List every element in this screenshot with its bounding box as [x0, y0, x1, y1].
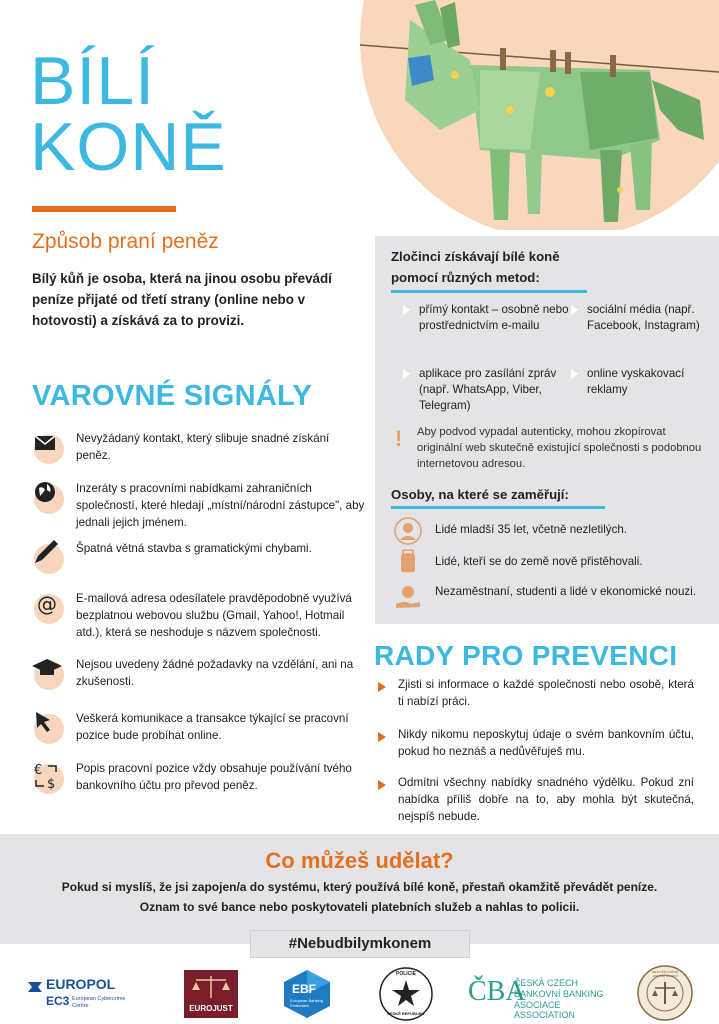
prevention-tip: Zjisti si informace o každé společnosti nebo osobě, která ti nabízí práci. [398, 678, 694, 708]
europol-ec3: EC3 [46, 994, 70, 1008]
young-person-icon [393, 516, 423, 546]
hero-illustration [360, 0, 719, 230]
arrow-icon [403, 305, 410, 315]
action-line-2: Oznam to své bance nebo poskytovateli platebních služeb a nahlas to policii. [139, 900, 580, 914]
currency-exchange-icon [30, 758, 64, 792]
graduation-cap-icon [30, 654, 64, 688]
svg-text:$: $ [47, 777, 56, 792]
signal-text: Veškerá komunikace a transakce týkající se pracovní pozice bude probíhat online. [76, 712, 349, 742]
signal-text: Popis pracovní pozice vždy obsahuje používání tvého bankovního účtu pro převod peněz. [76, 762, 352, 792]
methods-title-line-2: pomocí různých metod: [391, 270, 540, 285]
signal-text: Inzeráty s pracovními nabídkami zahraničních společností, které hledají „místní/národní zástupce", aby jednali jejich jménem. [76, 482, 365, 529]
method-text: sociální média (např. Facebook, Instagram) [587, 303, 700, 332]
arrow-icon [571, 305, 578, 315]
title-line-2: KONĚ [30, 109, 227, 185]
page-title [30, 43, 227, 185]
ebf-name: EBF [292, 982, 316, 996]
europol-logo [26, 974, 146, 1014]
exclamation-icon: ! [395, 426, 403, 451]
title-line-1: BÍLÍ [30, 43, 155, 119]
cba-line-3: ASOCIACE ASSOCIATION [514, 1000, 575, 1020]
policie-top: POLICIE [395, 971, 416, 977]
eurojust-name: EUROJUST [189, 1004, 233, 1013]
warning-signals-title: VAROVNÉ SIGNÁLY [32, 380, 313, 412]
hashtag: #Nebudbilymkonem [250, 930, 470, 958]
intro-text: Bílý kůň je osoba, která na jinou osobu převádí peníze přijaté od třetí strany (online nebo v hotovosti) a získává za to provizi. [32, 271, 332, 328]
prevention-tip: Nikdy nikomu neposkytuj údaje o svém bankovním účtu, pokud ho neznáš a nedůvěřuješ mu. [398, 728, 694, 758]
cba-mark: ČBA [468, 976, 526, 1007]
europol-ec3-sub: European Cybercrime Centre [72, 996, 126, 1009]
methods-title-line-1: Zločinci získávají bílé koně [391, 249, 560, 264]
signal-text: E-mailová adresa odesílatele pravděpodobně využívá bezplatnou webovou službu (Gmail, Yahoo!, Hotmail atd.), která se neshoduje s názvem společnosti. [76, 592, 352, 639]
envelope-icon [30, 428, 64, 462]
target-text: Lidé mladší 35 let, včetně nezletilých. [435, 523, 628, 536]
method-item [419, 302, 569, 334]
signal-text: Nevyžádaný kontakt, který slibuje snadné získání peněz. [76, 432, 330, 462]
method-item [419, 366, 569, 414]
policie-bottom: ČESKÉ REPUBLIKY [386, 1011, 425, 1016]
targets-underline [391, 506, 605, 509]
target-text: Lidé, kteří se do země nově přistěhovali. [435, 555, 643, 568]
arrow-icon [403, 369, 410, 379]
ebf-logo [280, 968, 334, 1020]
hand-coin-icon [393, 582, 423, 612]
target-text: Nezaměstnaní, studenti a lidé v ekonomické nouzi. [435, 585, 697, 598]
targets-title: Osoby, na které se zaměřují: [391, 487, 569, 502]
signal-text: Špatná větná stavba s gramatickými chybami. [76, 542, 312, 555]
partner-logos [0, 962, 719, 1024]
methods-panel [375, 236, 719, 624]
arrow-icon [378, 780, 386, 790]
methods-underline [391, 290, 587, 293]
globe-icon [30, 478, 64, 512]
action-band [0, 834, 719, 944]
at-sign-icon [30, 588, 64, 622]
europol-emblem-icon [26, 978, 44, 996]
scales-icon [184, 970, 238, 1004]
cba-line-2: BANKOVNÍ BANKING [514, 989, 604, 999]
svg-text:@: @ [37, 592, 57, 616]
prevention-tip: Odmítni všechny nabídky snadného výdělku. Pokud zní nabídka příliš dobře na to, aby mohla být skutečná, nejspíš nebude. [398, 776, 694, 823]
nsz-logo [636, 964, 694, 1022]
arrow-icon [571, 369, 578, 379]
europol-name: EUROPOL [46, 976, 116, 992]
action-title: Co můžeš udělat? [265, 848, 454, 873]
ebf-sub: European Banking Federation [290, 998, 323, 1008]
cursor-icon [30, 708, 64, 742]
cba-logo [468, 970, 618, 1018]
subtitle: Způsob praní peněz [32, 230, 219, 253]
title-underline [32, 206, 176, 212]
method-text: přímý kontakt – osobně nebo prostřednictvím e-mailu [419, 303, 569, 332]
signal-text: Nejsou uvedeny žádné požadavky na vzdělání, ani na zkušenosti. [76, 658, 354, 688]
suitcase-icon [393, 546, 423, 576]
method-text: online vyskakovací reklamy [587, 367, 685, 396]
eurojust-logo [184, 970, 238, 1018]
policie-logo [378, 966, 434, 1022]
method-text: aplikace pro zasílání zpráv (např. WhatsApp, Viber, Telegram) [419, 367, 557, 412]
arrow-icon [378, 682, 386, 692]
pen-icon [30, 538, 64, 572]
nsz-name: NEJVYŠŠÍ STÁTNÍ ZASTUPITELSTVÍ [651, 970, 678, 978]
svg-text:€: € [34, 763, 43, 778]
arrow-icon [378, 732, 386, 742]
methods-title [391, 246, 560, 288]
prevention-title: RADY PRO PREVENCI [374, 640, 678, 671]
method-item [587, 302, 707, 334]
cba-line-1: ČESKÁ CZECH [514, 978, 579, 988]
method-item [587, 366, 707, 398]
warning-note: Aby podvod vypadal autenticky, mohou zkopírovat originální web skutečně existující společnosti s podobnou internetovou adresou. [417, 426, 702, 470]
action-line-1: Pokud si myslíš, že jsi zapojen/a do systému, který používá bílé koně, přestaň okamžitě převádět peníze. [61, 880, 658, 894]
